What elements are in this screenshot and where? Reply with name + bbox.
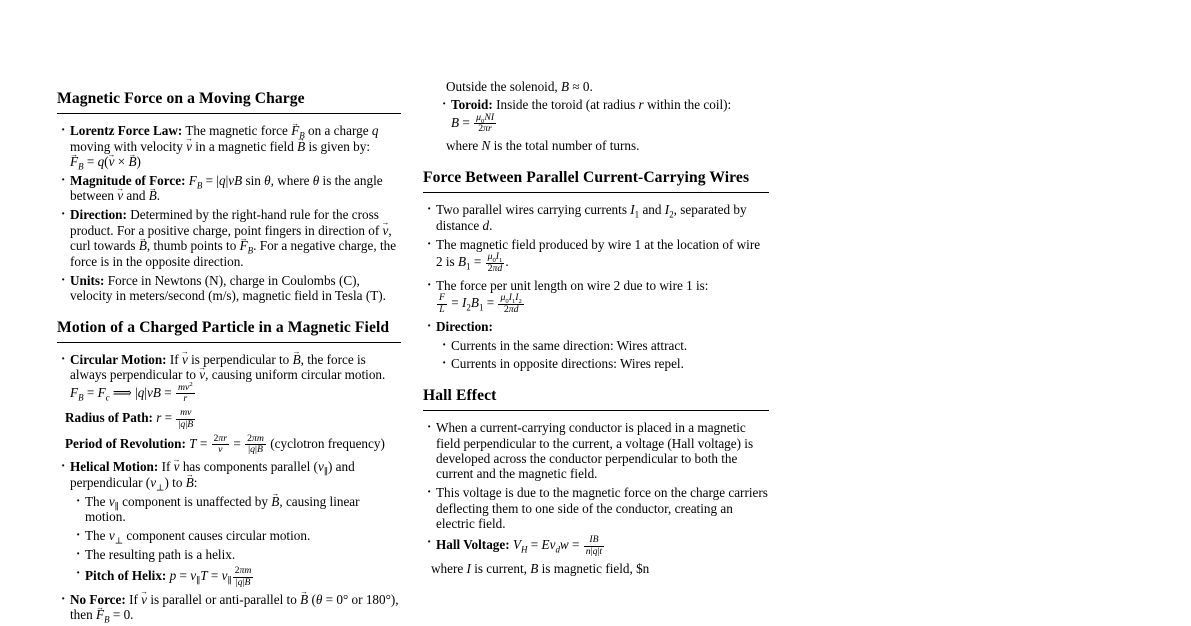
list-item: [423, 535, 769, 557]
bullet-marker: ·: [442, 96, 447, 112]
bullet-marker: ·: [61, 206, 66, 222]
list-item-text: Direction: Determined by the right-hand rule for the cross product. For a positive charge, point fingers in direction of → v, curl towards → B, thumb points to → $F_B$. For a negative charge, the force is in the opposite direction.: [70, 207, 401, 269]
bullet-marker: ·: [61, 271, 66, 287]
bullet-marker: ·: [61, 350, 66, 366]
list-item: [57, 173, 401, 204]
paragraph: where N is the total number of turns.: [446, 138, 640, 154]
paragraph: Outside the solenoid, B ≈ 0.: [446, 78, 593, 94]
list-item: [423, 420, 769, 482]
list-item: [57, 592, 401, 623]
list-item-text: Units: Force in Newtons (N), charge in Coulombs (C), velocity in meters/second (m/s), magnetic field in Tesla (T).: [70, 272, 386, 304]
paragraph: Radius of Path: r = $\frac{mv}{|q|B}$: [65, 407, 194, 430]
list-item-text: Lorentz Force Law: The magnetic force → $F_B$ on a charge q moving with velocity → v in a magnetic field → B is given by: → $F_B = q(\to v$ × → B): [70, 123, 401, 169]
bullet-marker: ·: [427, 317, 432, 333]
bullet-marker: ·: [427, 419, 432, 435]
list-item: [57, 122, 401, 172]
bullet-marker: ·: [76, 527, 81, 543]
bullet-marker: ·: [427, 534, 432, 550]
list-item-text: When a current-carrying conductor is placed in a magnetic field perpendicular to the current, a voltage (Hall voltage) is developed across the conductor perpendicular to both the current and the magnetic field.: [436, 420, 754, 482]
list-item-text: Circular Motion: If → v is perpendicular to → B, the force is always perpendicular to → v, causing uniform circular motion. $F_B = F_c$ ⟹ |q|vB = $\frac{mv^2}{r}$: [70, 352, 401, 405]
section-heading: Force Between Parallel Current-Carrying Wires: [423, 169, 769, 193]
list-item: [57, 547, 401, 562]
bullet-marker: ·: [442, 336, 447, 352]
list-item-text: The magnetic field produced by wire 1 at the location of wire 2 is $B_1$ = $\frac{\mu_0I_1}{2\pi d}$ .: [436, 236, 761, 274]
bullet-marker: ·: [427, 276, 432, 292]
right-column: [423, 0, 769, 580]
bullet-marker: ·: [61, 590, 66, 606]
bullet-marker: ·: [61, 458, 66, 474]
list-item-text: Hall Voltage: $V_H = Ev_dw$ = $\frac{IB}{n|q|t}$: [436, 534, 603, 557]
list-item: [57, 527, 401, 546]
bullet-marker: ·: [76, 565, 81, 581]
list-item-text: Two parallel wires carrying currents $I_1$ and $I_2$, separated by distance d.: [436, 202, 747, 233]
list-item-text: Toroid: Inside the toroid (at radius r within the coil): B = $\frac{\mu_0NI}{2\pi r}$: [451, 97, 732, 135]
list-item-text: Pitch of Helix: $p = v_\parallel T = v_\parallel$ $\frac{2\pi m}{|q|B}$: [85, 565, 252, 588]
list-item: [57, 352, 401, 405]
list-item-text: Helical Motion: If → v has components parallel $(v_\parallel)$ and perpendicular $(v_\perp)$ to → B:: [70, 459, 401, 490]
list-item: [423, 237, 769, 275]
list-item: [57, 458, 401, 493]
list-item: [57, 207, 401, 269]
list-item: [423, 338, 769, 353]
section-heading: Motion of a Charged Particle in a Magnetic Field: [57, 319, 401, 343]
bullet-marker: ·: [61, 172, 66, 188]
list-item-text: The force per unit length on wire 2 due to wire 1 is: $\frac{F}{L}$ = $I_2B_1$ = $\frac{\mu_0I_1I_2}{2\pi d}$: [436, 277, 709, 315]
list-item-text: The $v_\parallel$ component is unaffected by → B, causing linear motion.: [85, 494, 401, 525]
list-item: [57, 494, 401, 525]
list-item-text: The resulting path is a helix.: [85, 547, 236, 563]
list-item: [57, 566, 401, 588]
list-item-text: Direction:: [436, 318, 493, 334]
left-column: [57, 0, 401, 626]
list-item: [423, 97, 769, 135]
list-item: [423, 485, 769, 531]
list-item-text: No Force: If → v is parallel or anti-parallel to → B (θ = 0° or 180°), then → $F_B = 0$.: [70, 592, 401, 623]
list-item: [423, 202, 769, 233]
list-item: [423, 278, 769, 316]
paragraph: where I is current, B is magnetic field, $n: [431, 560, 650, 576]
list-item-text: Currents in opposite directions: Wires repel.: [451, 356, 684, 372]
bullet-marker: ·: [61, 122, 66, 138]
bullet-marker: ·: [427, 484, 432, 500]
list-item: [423, 319, 769, 334]
list-item-text: Magnitude of Force: $F_B = |q|vB$ sin θ, where θ is the angle between → v and → B.: [70, 173, 401, 204]
section-heading: Hall Effect: [423, 387, 769, 411]
bullet-marker: ·: [427, 201, 432, 217]
list-item: [57, 273, 401, 304]
bullet-marker: ·: [76, 546, 81, 562]
paragraph: Period of Revolution: T = $\frac{2\pi r}{v}$ = $\frac{2\pi m}{|q|B}$ (cyclotron frequency): [65, 432, 385, 456]
bullet-marker: ·: [427, 235, 432, 251]
list-item-text: Currents in the same direction: Wires attract.: [451, 337, 688, 353]
bullet-marker: ·: [76, 492, 81, 508]
list-item-text: The $v_\perp$ component causes circular motion.: [85, 528, 311, 546]
bullet-marker: ·: [442, 355, 447, 371]
list-item: [423, 356, 769, 371]
section-heading: Magnetic Force on a Moving Charge: [57, 90, 401, 114]
list-item-text: This voltage is due to the magnetic force on the charge carriers deflecting them to one side of the conductor, creating an electric field.: [436, 485, 768, 532]
